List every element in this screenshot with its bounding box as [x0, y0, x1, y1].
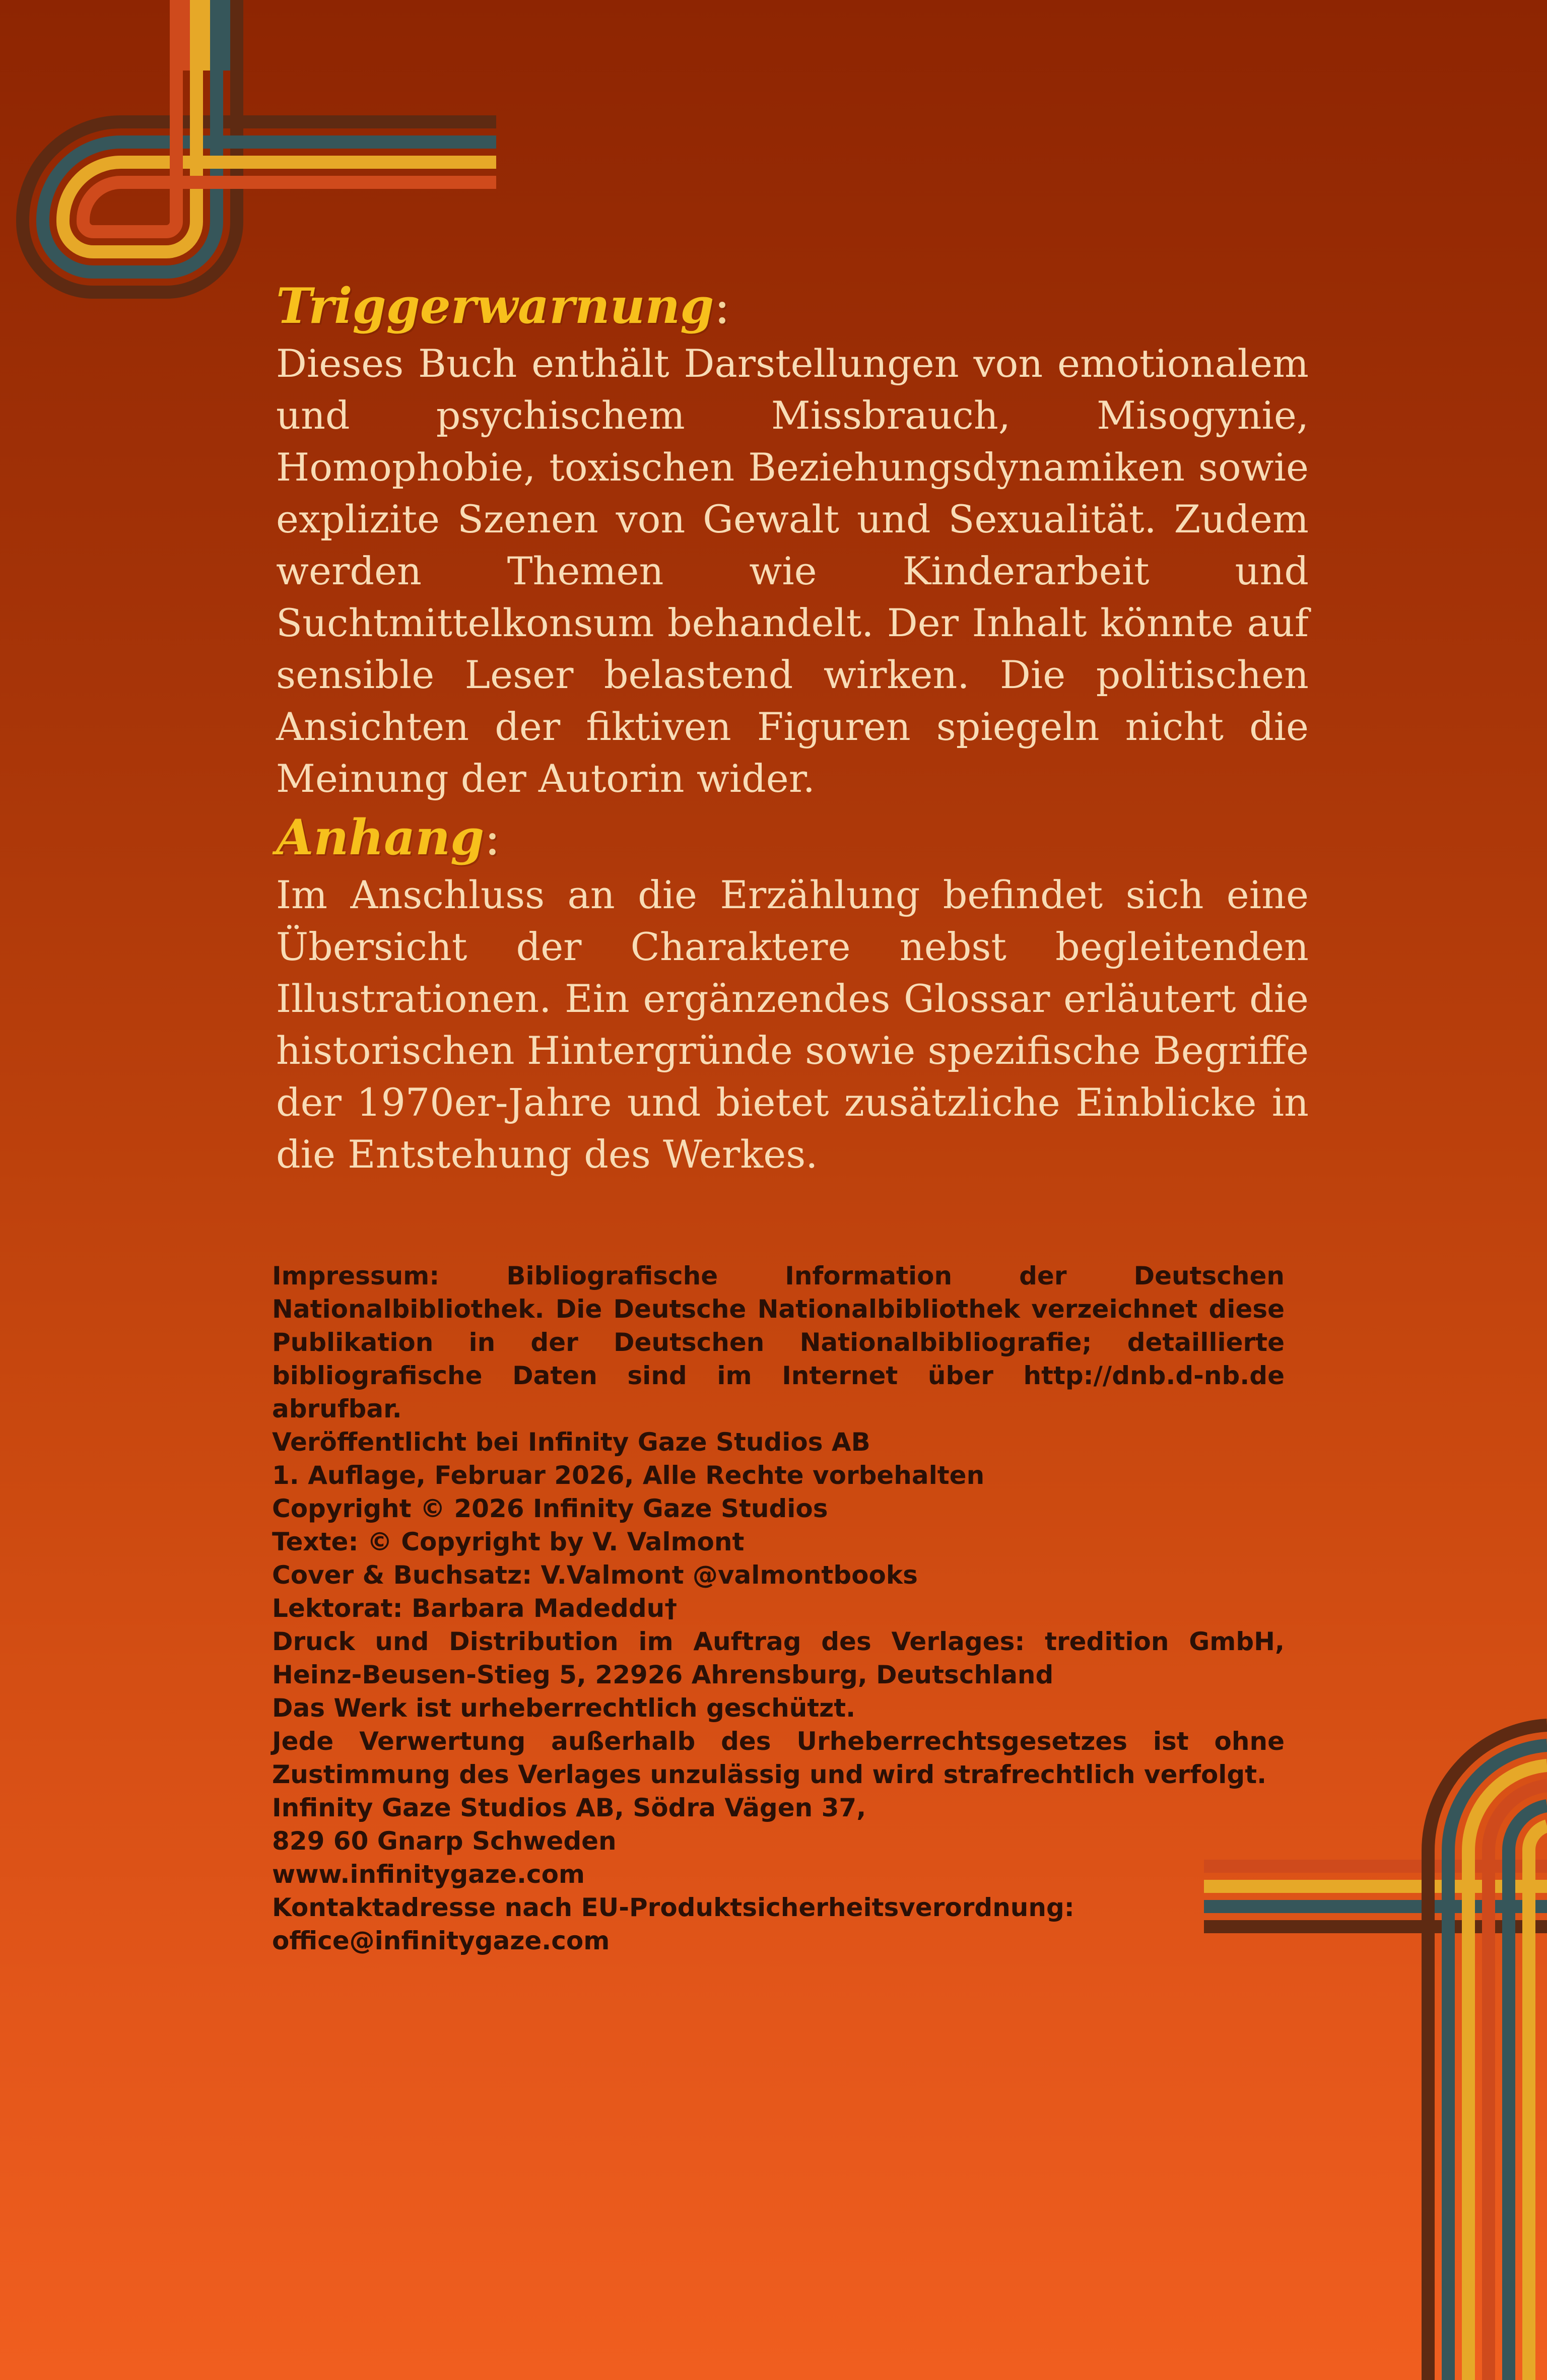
imprint-edition: 1. Auflage, Februar 2026, Alle Rechte vorbehalten [272, 1461, 985, 1490]
imprint-druck: Druck und Distribution im Auftrag des Verlages: tredition GmbH, Heinz-Beusen-Stieg 5, 22926 Ahrensburg, Deutschland [272, 1627, 1285, 1689]
imprint-geschuetzt: Das Werk ist urheberrechtlich geschützt. [272, 1693, 856, 1723]
imprint-published: Veröffentlicht bei Infinity Gaze Studios AB [272, 1427, 870, 1457]
appendix-title: Anhang [276, 809, 485, 866]
imprint-contact-label: Kontaktadresse nach EU-Produktsicherheitsverordnung: [272, 1893, 1074, 1922]
trigger-warning-colon: : [714, 278, 730, 334]
imprint-lektorat: Lektorat: Barbara Madeddu† [272, 1594, 678, 1623]
appendix-heading [276, 811, 1309, 865]
imprint-copyright: Copyright © 2026 Infinity Gaze Studios [272, 1494, 828, 1523]
imprint-section [272, 1259, 1285, 1957]
imprint-address-line1: Infinity Gaze Studios AB, Södra Vägen 37, [272, 1793, 866, 1822]
trigger-warning-section [276, 280, 1309, 843]
appendix-section [276, 811, 1309, 1218]
imprint-email: office@infinitygaze.com [272, 1926, 610, 1955]
trigger-warning-heading [276, 280, 1309, 333]
appendix-text: Im Anschluss an die Erzählung befindet sich eine Übersicht der Charaktere nebst begleitenden Illustrationen. Ein ergänzendes Glossar erläutert die historischen Hintergründe sowie spezifische Begriffe der 1970er-Jahre und bietet zusätzliche Einblicke in die Entstehung des Werkes. [276, 872, 1309, 1177]
trigger-warning-text: Dieses Buch enthält Darstellungen von emotionalem und psychischem Missbrauch, Misogynie, Homophobie, toxischen Beziehungsdynamiken sowie explizite Szenen von Gewalt und Sexualität. Zudem werden Themen wie Kinderarbeit und Suchtmittelkonsum behandelt. Der Inhalt könnte auf sensible Leser belastend wirken. Die politischen Ansichten der fiktiven Figuren spiegeln nicht die Meinung der Autorin wider. [276, 341, 1309, 801]
imprint-cover: Cover & Buchsatz: V.Valmont @valmontbooks [272, 1560, 918, 1590]
imprint-verwertung: Jede Verwertung außerhalb des Urheberrechtsgesetzes ist ohne Zustimmung des Verlages unzulässig und wird strafrechtlich verfolgt. [272, 1727, 1285, 1789]
imprint-texts: Texte: © Copyright by V. Valmont [272, 1527, 745, 1556]
appendix-colon: : [484, 809, 501, 866]
imprint-address-line2: 829 60 Gnarp Schweden [272, 1826, 617, 1856]
imprint-intro: Impressum: Bibliografische Information der Deutschen Nationalbibliothek. Die Deutsche Nationalbibliothek verzeichnet diese Publikation in der Deutschen Nationalbibliografie; detaillierte bibliografische Daten sind im Internet über http://dnb.d-nb.de abrufbar. [272, 1261, 1285, 1423]
retro-stripes-top-left [0, 0, 504, 302]
imprint-website: www.infinitygaze.com [272, 1860, 585, 1889]
trigger-warning-title: Triggerwarnung [276, 278, 714, 334]
